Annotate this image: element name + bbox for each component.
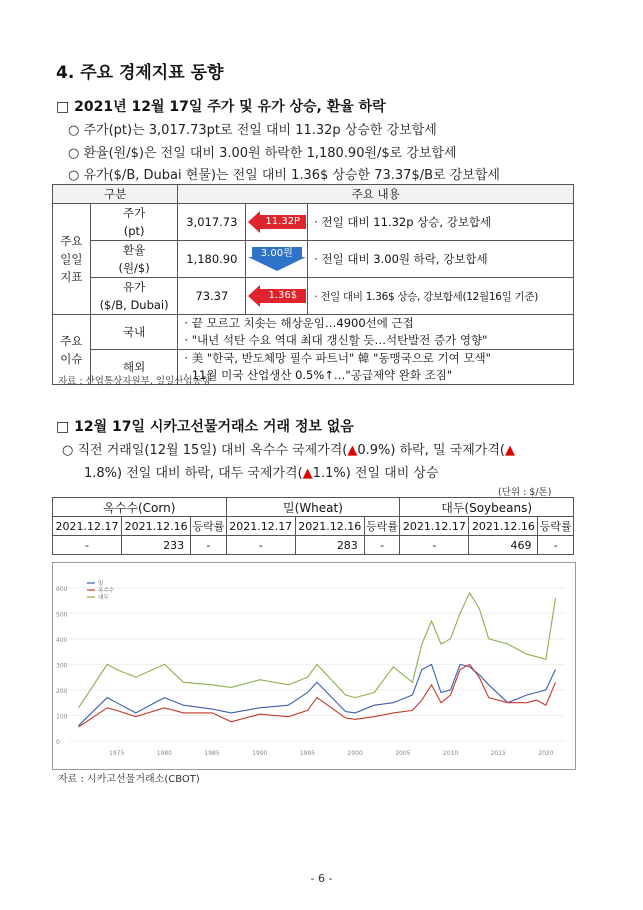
value-fx: 1,180.90 [178,241,246,278]
series-line-옥수수 [79,664,556,727]
row-label-stock: 주가 (pt) [90,204,178,241]
subheader-date: 2021.12.17 [400,517,469,536]
subheading-market: □ 2021년 12월 17일 주가 및 유가 상승, 환율 하락 [56,99,386,115]
grain-price-table [52,497,574,555]
change-stock: 11.32P [265,216,301,227]
x-tick-label: 1980 [156,750,173,757]
group-wheat: 밀(Wheat) [226,498,400,517]
unit-label: (단위 : $/톤) [498,487,552,498]
chart-canvas [53,563,575,769]
bullet-oil: ○ 유가($/B, Dubai 현물)는 전일 대비 1.36$ 상승한 73.37$/B로 강보합세 [68,168,500,183]
change-arrow-up [248,211,306,233]
issue-domestic-2: · "내년 석탄 수요 역대 최대 갱신할 듯…석탄발전 증가 영향" [184,333,488,347]
x-tick-label: 2020 [538,750,554,757]
cell-corn-1217: - [53,536,122,555]
legend-label: 대두 [98,595,109,601]
legend-label: 밀 [98,581,104,587]
cell-wheat-1216: 283 [295,536,364,555]
cell-wheat-1217: - [226,536,295,555]
x-tick-label: 1995 [299,750,316,757]
bullet-stock: ○ 주가(pt)는 3,017.73pt로 전일 대비 11.32p 상승한 강보합세 [68,123,437,138]
x-tick-label: 2015 [490,750,506,757]
y-tick-label: 200 [56,687,68,695]
row-label-oil: 유가 ($/B, Dubai) [90,278,178,315]
issue-label-overseas: 해외 [90,350,178,385]
issue-domestic-1: · 끝 모르고 치솟는 해상운임…4900선에 근접 [184,316,414,330]
value-stock: 3,017.73 [178,204,246,241]
subheader-date: 2021.12.17 [53,517,122,536]
subheader-rate: 등락률 [364,517,400,536]
change-arrow-up [248,285,306,307]
subheading-cbot: □ 12월 17일 시카고선물거래소 거래 정보 없음 [56,419,354,435]
bullet-grain-line2: 1.8%) 전일 대비 하락, 대두 국제가격(▲1.1%) 전일 대비 상승 [84,466,439,481]
triangle-up-icon: ▲ [504,443,515,458]
group-soybeans: 대두(Soybeans) [400,498,574,517]
bullet-grain-line1: ○ 직전 거래일(12월 15일) 대비 옥수수 국제가격(▲0.9%) 하락, 밀 국제가격(▲ [62,443,515,458]
change-oil: 1.36$ [268,290,298,301]
y-tick-label: 300 [56,662,68,670]
y-tick-label: 500 [56,611,68,619]
desc-stock: · 전일 대비 11.32p 상승, 강보합세 [308,204,574,241]
triangle-up-icon: ▲ [302,466,313,481]
x-tick-label: 2000 [347,750,363,757]
series-line-대두 [79,593,556,708]
change-fx: 3.00원 [260,248,293,259]
cell-soy-1217: - [400,536,469,555]
y-tick-label: 600 [56,585,68,593]
issue-overseas-2: · 11월 미국 산업생산 0.5%↑…"공급제약 완화 조짐" [184,368,453,382]
x-tick-label: 2005 [395,750,411,757]
source-note-2: 자료 : 시카고선물거래소(CBOT) [58,774,200,785]
y-tick-label: 400 [56,636,68,644]
issue-overseas-1: · 美 "한국, 반도체망 필수 파트너" 韓 "동맹국으로 기여 모색" [184,351,491,365]
legend-label: 옥수수 [98,588,114,594]
subheader-date: 2021.12.17 [226,517,295,536]
subheader-date: 2021.12.16 [122,517,191,536]
header-category: 구분 [53,185,178,204]
x-tick-label: 1985 [204,750,220,757]
change-arrow-down [248,247,306,271]
y-tick-label: 0 [56,739,60,746]
grain-price-chart [52,562,576,770]
group-corn: 옥수수(Corn) [53,498,227,517]
subheader-date: 2021.12.16 [469,517,538,536]
triangle-up-icon: ▲ [347,443,358,458]
subheader-date: 2021.12.16 [295,517,364,536]
value-oil: 73.37 [178,278,246,315]
subheader-rate: 등락률 [538,517,574,536]
issue-label-domestic: 국내 [90,315,178,350]
subheader-rate: 등락률 [191,517,227,536]
cell-corn-1216: 233 [122,536,191,555]
series-line-밀 [79,664,556,725]
cell-soy-rate: - [538,536,574,555]
group-issues: 주요 이슈 [53,315,91,385]
desc-fx: · 전일 대비 3.00원 하락, 강보합세 [308,241,574,278]
x-tick-label: 1975 [109,750,125,757]
cell-wheat-rate: - [364,536,400,555]
x-tick-label: 1990 [252,750,268,757]
economic-indicator-table [52,184,574,385]
y-tick-label: 100 [56,713,68,721]
cell-corn-rate: - [191,536,227,555]
row-label-fx: 환율 (원/$) [90,241,178,278]
x-tick-label: 2010 [442,750,459,757]
header-content: 주요 내용 [178,185,574,204]
group-daily-indicators: 주요 일일 지표 [53,204,91,315]
source-note-1: 자료 : 산업통상자원부, 일일산업동향 [58,376,211,387]
cell-soy-1216: 469 [469,536,538,555]
bullet-fx: ○ 환율(원/$)은 전일 대비 3.00원 하락한 1,180.90원/$로 강보합세 [68,146,457,161]
section-title: 4. 주요 경제지표 동향 [56,63,224,83]
page-number: - 6 - [310,872,333,885]
desc-oil: · 전일 대비 1.36$ 상승, 강보합세(12월16일 기준) [308,278,574,315]
